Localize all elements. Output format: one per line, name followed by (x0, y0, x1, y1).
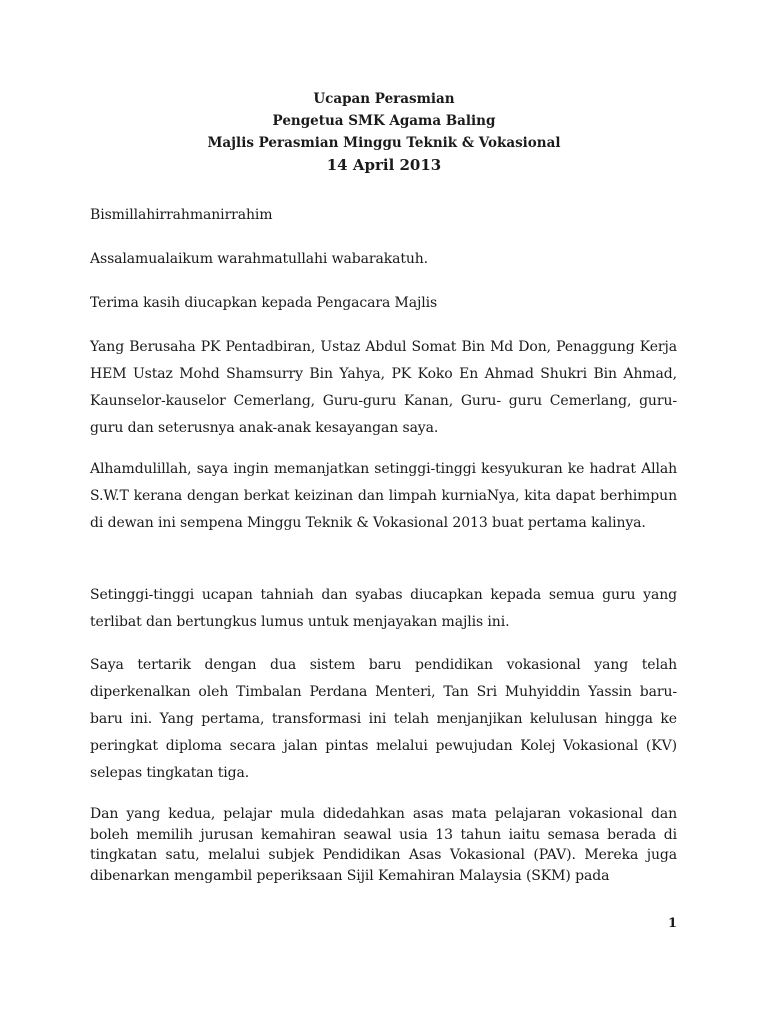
paragraph-second-system: Dan yang kedua, pelajar mula didedahkan asas mata pelajaran vokasional dan boleh memilih jurusan kemahiran seawal usia 13 tahun iaitu semasa berada di tingkatan satu, melalui subjek Pendidikan Asas Vokasional (PAV). Mereka juga dibenarkan mengambil peperiksaan Sijil Kemahiran Malaysia (SKM) pada (90, 806, 677, 884)
paragraph-alhamdulillah: Alhamdulillah, saya ingin memanjatkan setinggi-tinggi kesyukuran ke hadrat Allah S.W.T kerana dengan berkat keizinan dan limpah kurniaNya, kita dapat berhimpun di dewan ini sempena Minggu Teknik & Vokasional 2013 buat pertama kalinya. (90, 461, 677, 531)
paragraph-bismillah: Bismillahirrahmanirrahim (90, 207, 273, 223)
title-date: 14 April 2013 (326, 156, 442, 174)
paragraph-salam: Assalamualaikum warahmatullahi wabarakatuh. (90, 251, 429, 267)
paragraph-greetings: Yang Berusaha PK Pentadbiran, Ustaz Abdul Somat Bin Md Don, Penaggung Kerja HEM Ustaz Mohd Shamsurry Bin Yahya, PK Koko En Ahmad Shukri Bin Ahmad, Kaunselor-kauselor Cemerlang, Guru-guru Kanan, Guru- guru Cemerlang, guru-guru dan seterusnya anak-anak kesayangan saya. (90, 339, 677, 436)
page-number: 1 (668, 916, 678, 931)
paragraph-vocational-systems: Saya tertarik dengan dua sistem baru pendidikan vokasional yang telah diperkenalkan oleh Timbalan Perdana Menteri, Tan Sri Muhyiddin Yassin baru-baru ini. Yang pertama, transformasi ini telah menjanjikan kelulusan hingga ke peringkat diploma secara jalan pintas melalui pewujudan Kolej Vokasional (KV) selepas tingkatan tiga. (90, 657, 677, 781)
title-line-2: Pengetua SMK Agama Baling (272, 113, 496, 129)
title-block (0, 88, 768, 176)
title-line-1: Ucapan Perasmian (313, 91, 455, 107)
title-line-3: Majlis Perasmian Minggu Teknik & Vokasional (207, 135, 561, 151)
paragraph-thanks: Terima kasih diucapkan kepada Pengacara Majlis (90, 295, 438, 311)
paragraph-congratulations: Setinggi-tinggi ucapan tahniah dan syabas diucapkan kepada semua guru yang terlibat dan bertungkus lumus untuk menjayakan majlis ini. (90, 587, 677, 630)
